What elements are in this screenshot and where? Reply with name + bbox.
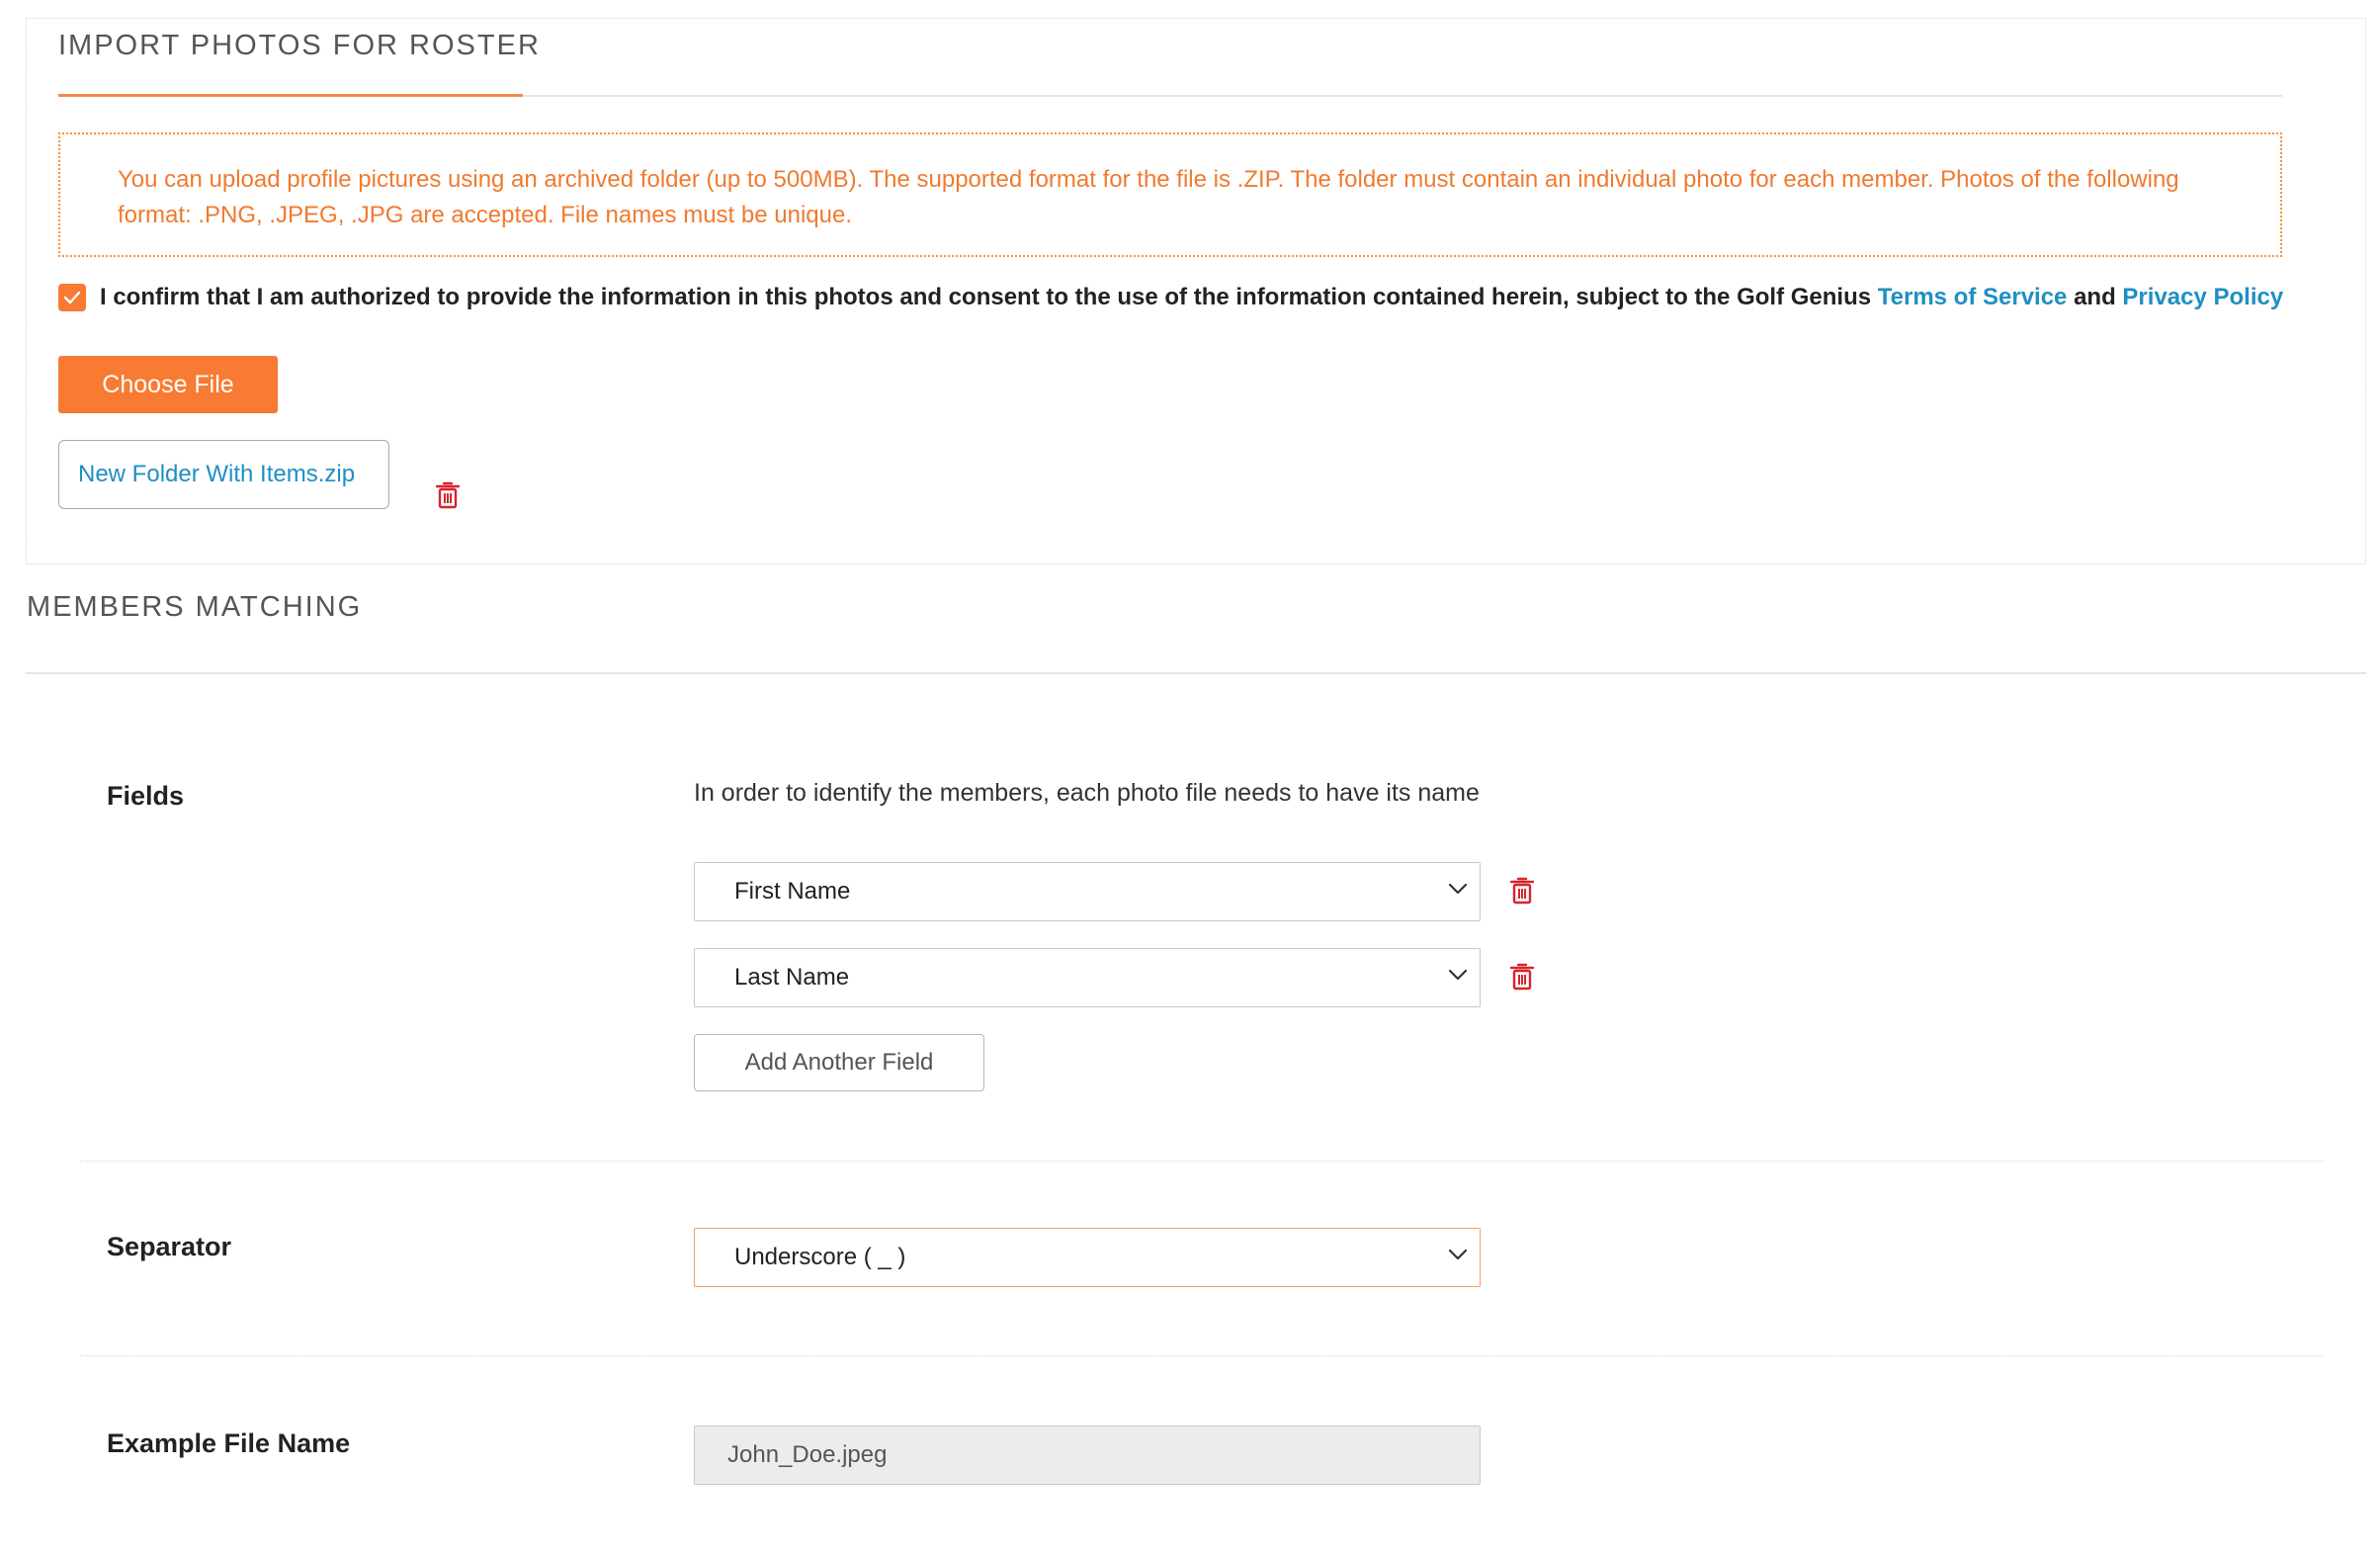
chevron-down-icon — [1448, 969, 1468, 981]
example-file-name-label: Example File Name — [107, 1428, 351, 1458]
row-divider — [80, 1355, 2324, 1356]
privacy-policy-link[interactable]: Privacy Policy — [2122, 284, 2284, 310]
separator-select[interactable] — [694, 1228, 1481, 1287]
delete-file-trash-icon[interactable] — [435, 480, 461, 510]
field-select-last-name[interactable] — [694, 948, 1481, 1007]
fields-label: Fields — [107, 781, 185, 811]
separator-label: Separator — [107, 1232, 232, 1261]
consent-text — [100, 284, 2283, 311]
consent-checkbox[interactable] — [58, 284, 86, 311]
import-section-title: IMPORT PHOTOS FOR ROSTER — [58, 30, 541, 61]
field-select-value: First Name — [734, 878, 851, 905]
fields-help-text: In order to identify the members, each photo file needs to have its name — [694, 779, 1480, 807]
selected-file-chip[interactable] — [58, 440, 389, 509]
checkmark-icon — [63, 291, 81, 304]
field-select-value: Last Name — [734, 964, 850, 991]
example-file-name-value: John_Doe.jpeg — [727, 1441, 888, 1468]
members-divider — [26, 672, 2366, 674]
consent-and: and — [2067, 284, 2123, 310]
delete-field-trash-icon[interactable] — [1509, 876, 1535, 906]
add-another-field-button[interactable]: Add Another Field — [694, 1034, 984, 1091]
consent-statement: I confirm that I am authorized to provide the information in this photos and consent to the use of the information contained herein, subject to the Golf Genius — [100, 284, 1878, 310]
chevron-down-icon — [1448, 1249, 1468, 1260]
field-select-first-name[interactable] — [694, 862, 1481, 921]
choose-file-button[interactable]: Choose File — [58, 356, 278, 413]
terms-of-service-link[interactable]: Terms of Service — [1877, 284, 2068, 310]
selected-file-name: New Folder With Items.zip — [78, 461, 356, 487]
consent-row — [58, 284, 2283, 311]
row-divider — [80, 1161, 2324, 1162]
upload-notice: You can upload profile pictures using an archived folder (up to 500MB). The supported format for the file is .ZIP. The folder must contain an individual photo for each member. Photos of the following format: .PNG, .JPEG, .JPG are accepted. File names must be unique. — [58, 132, 2282, 257]
chevron-down-icon — [1448, 883, 1468, 895]
example-file-name-field — [694, 1426, 1481, 1485]
members-matching-title: MEMBERS MATCHING — [27, 591, 363, 623]
delete-field-trash-icon[interactable] — [1509, 962, 1535, 992]
active-tab-underline — [58, 94, 523, 97]
separator-select-value: Underscore ( _ ) — [734, 1244, 906, 1270]
